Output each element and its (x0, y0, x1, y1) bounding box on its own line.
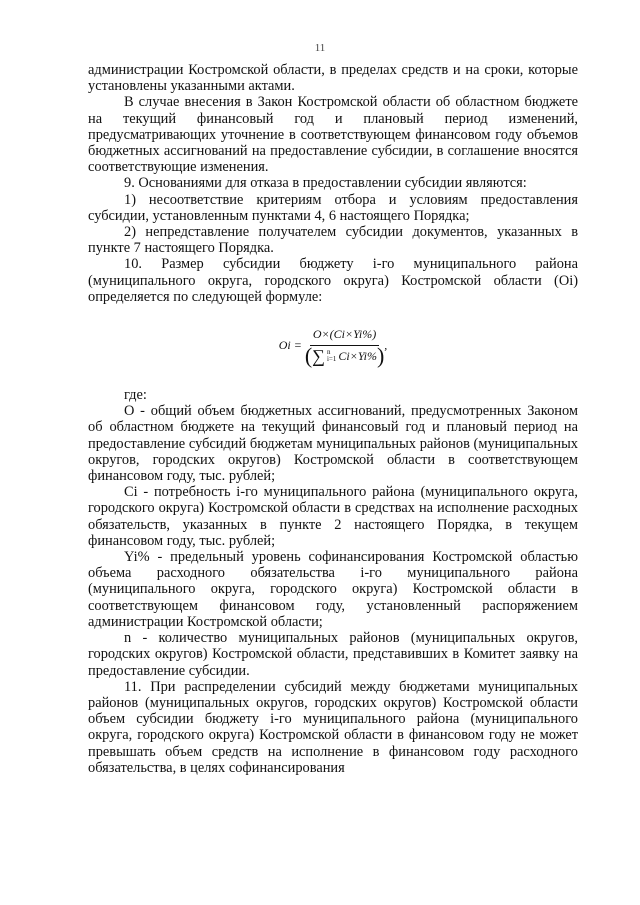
sigma-upper: n (326, 347, 331, 356)
formula-lhs: Oi = (278, 337, 302, 352)
sigma-limits (327, 349, 336, 363)
paragraph: n - количество муниципальных районов (муниципальных округов, городских округов) Костромской области, представивших в Комитет заявку на предоставление субсидии. (88, 630, 578, 679)
paragraph: 9. Основаниями для отказа в предоставлении субсидии являются: (124, 175, 527, 192)
paragraph: 11. При распределении субсидий между бюджетами муниципальных районов (муниципальных округов, городских округов) Костромской области объем субсидии бюджету i-го муниципального района (муниципального округа, городского округа) Костромской области в финансовом году не может превышать объем средств на исполнение в финансовом году расходного обязательства, в целях софинансирования (88, 678, 578, 776)
formula-denominator (304, 342, 385, 368)
paragraphs-bottom (88, 387, 578, 776)
formula-tail: , (384, 337, 388, 352)
paragraphs-top (88, 62, 578, 305)
sigma-symbol: ∑ (312, 345, 325, 366)
paragraph: 2) непредставление получателем субсидии документов, указанных в пункте 7 настоящего Порядка. (88, 224, 578, 257)
paragraph: Ci - потребность i-го муниципального района (муниципального округа, городского округа) Костромской области в средствах на исполнение расходных обязательств, указанных в пункте 2 настоящего Порядка, в текущем финансовом году, тыс. рублей; (88, 484, 578, 549)
paragraph: где: (124, 387, 147, 404)
paragraph: администрации Костромской области, в пределах средств и на сроки, которые установлены указанными актами. (88, 62, 578, 95)
paragraph: О - общий объем бюджетных ассигнований, предусмотренных Законом об областном бюджете на текущий финансовый год и плановый период на предоставление субсидий бюджетам муниципальных районов (муниципальных округов, городских округов) Костромской области в соответствующем финансовом году, тыс. рублей; (88, 403, 578, 485)
formula-fraction (304, 326, 385, 368)
document-body (88, 62, 578, 776)
page-number: 11 (314, 42, 326, 54)
paragraph: Yi% - предельный уровень софинансирования Костромской областью объема расходного обязательства i-го муниципального района (муниципального округа, городского округа) Костромской области в соответствующем финансовом году, установленный распоряжением администрации Костромской области; (88, 549, 578, 630)
formula (88, 309, 578, 381)
formula-den-open: ( (304, 342, 313, 368)
paragraph: В случае внесения в Закон Костромской области об областном бюджете на текущий финансовый год и плановый период изменений, предусматривающих уточнение в соответствующем финансовом году объемов бюджетных ассигнований на предоставление субсидии, в соглашение вносятся соответствующие изменения. (88, 94, 578, 176)
paragraph: 10. Размер субсидии бюджету i-го муниципального района (муниципального округа, городского округа) Костромской области (Oi) определяется по следующей формуле: (88, 256, 578, 305)
formula-den-body: Ci×Yi% (338, 348, 377, 363)
sigma-lower: i=1 (326, 354, 337, 363)
paragraph: 1) несоответствие критериям отбора и условиям предоставления субсидии, установленным пунктами 4, 6 настоящего Порядка; (88, 191, 578, 224)
formula-den-close: ) (376, 342, 385, 368)
formula-numerator: O×(Ci×Yi%) (310, 326, 379, 345)
formula-sigma (312, 345, 338, 366)
